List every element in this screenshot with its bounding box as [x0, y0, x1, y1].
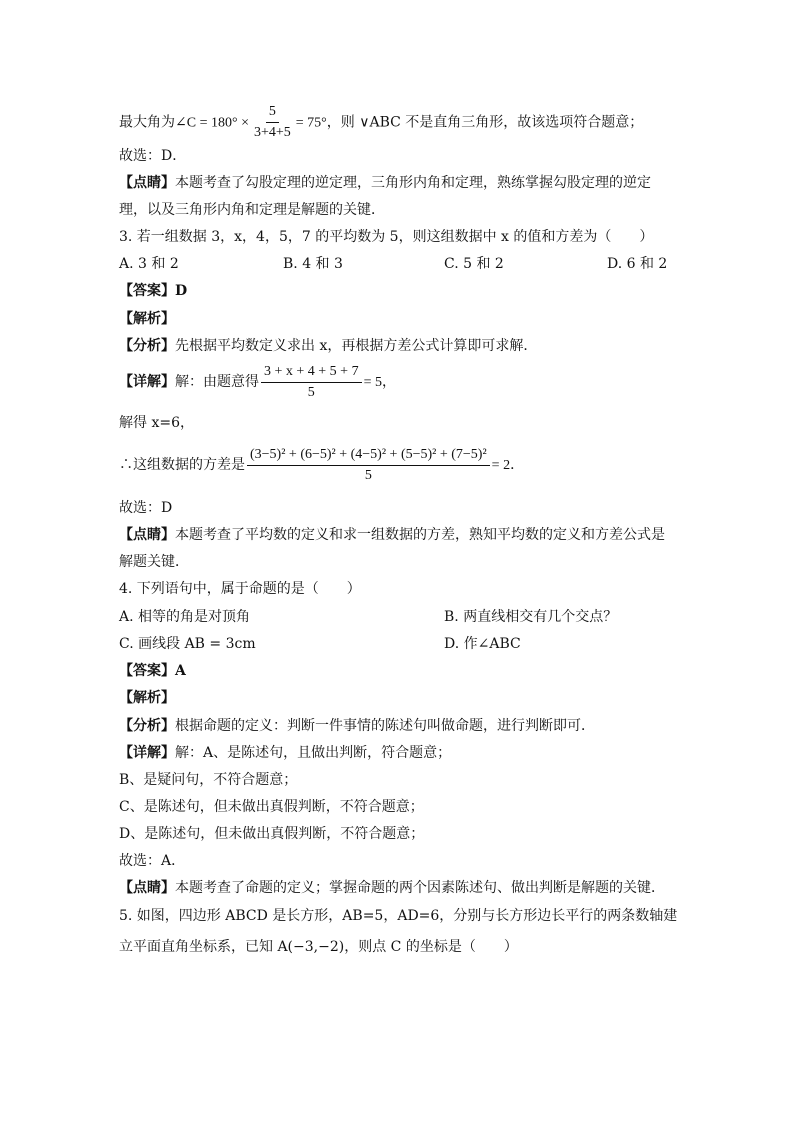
analysis-text: 根据命题的定义：判断一件事情的陈述句叫做命题，进行判断即可． — [175, 718, 595, 734]
comment-text: 本题考查了平均数的定义和求一组数据的方差，熟知平均数的定义和方差公式是 — [175, 527, 665, 543]
option-b: B. 4 和 3 — [283, 256, 343, 272]
question-4-options-row1 — [119, 607, 684, 627]
detail-text: 解：A、是陈述句，且做出判断，符合题意； — [175, 745, 452, 761]
numerator: 5 — [266, 104, 279, 123]
comment-line — [119, 173, 684, 193]
question-4: 4. 下列语句中，属于命题的是（ ） — [119, 581, 361, 597]
analysis-line — [119, 336, 684, 356]
comment-line-cont: 理，以及三角形内角和定理是解题的关键． — [119, 202, 385, 218]
choose-line: 故选：A． — [119, 853, 186, 869]
detail-line — [119, 362, 684, 402]
text: ，则 ∨ABC 不是直角三角形，故该选项符合题意； — [326, 114, 644, 131]
variance-line — [119, 443, 684, 487]
option-b: B. 两直线相交有几个交点？ — [444, 609, 618, 625]
option-c: C. 画线段 AB = 3cm — [119, 636, 256, 652]
analysis-label: 【解析】 — [119, 311, 175, 327]
comment-line — [119, 525, 684, 545]
option-d: D. 6 和 2 — [607, 256, 668, 272]
detail-line-c: C、是陈述句，但未做出真假判断，不符合题意； — [119, 799, 424, 815]
angle-c-line — [119, 104, 684, 140]
math-expr: = 5， — [363, 375, 396, 390]
answer-label: 【答案】A — [119, 663, 186, 679]
comment-text: 本题考查了勾股定理的逆定理，三角形内角和定理，熟练掌握勾股定理的逆定 — [175, 175, 651, 191]
math-expr: ∠C = 180° × — [175, 115, 249, 131]
option-d: D. 作∠ABC — [444, 636, 521, 652]
detail-tag: 【详解】 — [119, 374, 175, 390]
option-c: C. 5 和 2 — [444, 256, 504, 272]
denominator: 3+4+5 — [253, 125, 291, 140]
choose-line: 故选：D — [119, 500, 173, 516]
numerator: (3−5)² + (6−5)² + (4−5)² + (5−5)² + (7−5)² — [247, 447, 490, 466]
option-a: A. 3 和 2 — [119, 256, 179, 272]
fraction — [251, 104, 294, 141]
analysis-line — [119, 716, 684, 736]
math-expr: = 2． — [491, 458, 525, 473]
comment-tag: 【点睛】 — [119, 175, 175, 191]
variance-text: ∴这组数据的方差是 — [119, 457, 245, 473]
answer-label: 【答案】D — [119, 283, 188, 299]
question-5-cont: 立平面直角坐标系，已知 A(−3,−2)，则点 C 的坐标是（ ） — [119, 939, 518, 955]
comment-line-cont: 解题关键． — [119, 554, 189, 570]
question-5: 5. 如图，四边形 ABCD 是长方形，AB=5，AD=6，分别与长方形边长平行的两条数轴建 — [119, 908, 678, 924]
fraction — [247, 447, 490, 484]
analysis-text: 先根据平均数定义求出 x，再根据方差公式计算即可求解． — [175, 338, 538, 354]
analysis-tag: 【分析】 — [119, 718, 175, 734]
question-4-options-row2 — [119, 634, 684, 654]
analysis-tag: 【分析】 — [119, 338, 175, 354]
math-expr: = 75° — [295, 115, 327, 131]
numerator: 3 + x + 4 + 5 + 7 — [261, 364, 362, 383]
detail-line — [119, 743, 684, 763]
detail-tag: 【详解】 — [119, 745, 175, 761]
question-3-options — [119, 254, 684, 274]
comment-line — [119, 878, 684, 898]
text: 最大角为 — [119, 114, 175, 131]
comment-tag: 【点睛】 — [119, 527, 175, 543]
denominator: 5 — [307, 384, 315, 400]
detail-text: 解：由题意得 — [175, 374, 259, 390]
comment-tag: 【点睛】 — [119, 880, 175, 896]
solution-line: 解得 x=6， — [119, 415, 194, 431]
fraction — [261, 364, 362, 401]
option-a: A. 相等的角是对顶角 — [119, 609, 251, 625]
detail-line-b: B、是疑问句，不符合题意； — [119, 772, 298, 788]
question-3: 3. 若一组数据 3，x，4，5，7 的平均数为 5，则这组数据中 x 的值和方差为（ ） — [119, 229, 654, 245]
detail-line-d: D、是陈述句，但未做出真假判断，不符合题意； — [119, 826, 425, 842]
choose-line: 故选：D． — [119, 148, 187, 164]
comment-text: 本题考查了命题的定义；掌握命题的两个因素陈述句、做出判断是解题的关键． — [175, 880, 665, 896]
analysis-label: 【解析】 — [119, 690, 175, 706]
denominator: 5 — [364, 467, 372, 483]
